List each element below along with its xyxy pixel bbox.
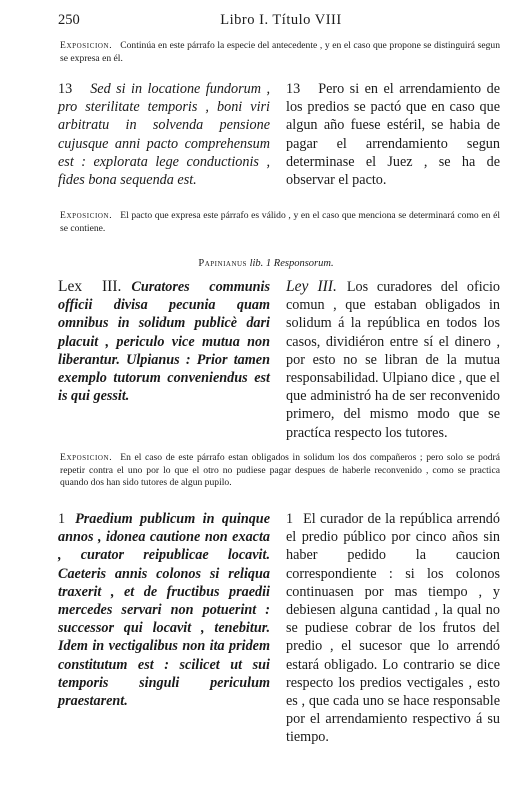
exposition-2 bbox=[60, 210, 500, 235]
exposition-text: En el caso de este párrafo estan obligados in solidum los dos compañeros ; pero solo se podrá repetir contra el uno por lo que el otro no pudiese pagar despues de haberle reconvenido , como se practica quando dos han sido tutores de algun pupilo. bbox=[60, 452, 500, 488]
paragraph-number: 13 bbox=[286, 81, 301, 97]
running-header bbox=[58, 12, 504, 30]
spanish-ley-3 bbox=[286, 278, 500, 442]
spanish-text: Los curadores del oficio comun , que estaban obligados in solidum á la república en todos los casos, dividiéron entre sí el dinero , por esto no se libran de la mutua responsabilidad. Ulpiano dice , que el que administró ha de ser reconvenido primero, del mismo modo que se practíca respecto los tutores. bbox=[286, 279, 500, 441]
exposition-3 bbox=[60, 452, 500, 490]
paragraph-number: 1 bbox=[58, 511, 66, 527]
source-author: Papinianus bbox=[198, 258, 247, 269]
paragraph-number: 1 bbox=[286, 511, 294, 527]
exposition-label: Exposicion. bbox=[60, 452, 113, 463]
ley-heading: Ley III. bbox=[286, 278, 337, 295]
exposition-label: Exposicion. bbox=[60, 40, 113, 51]
source-work: lib. 1 Responsorum. bbox=[249, 258, 334, 269]
spanish-paragraph-13 bbox=[286, 80, 500, 189]
exposition-label: Exposicion. bbox=[60, 210, 113, 221]
page-number: 250 bbox=[58, 12, 80, 28]
spanish-text: El curador de la república arrendó el predio público por cinco años sin haber pedido la caucion correspondiente : si los colonos continuasen por mas tiempo , y debiesen alguna cantidad , la qual no se pudiese cobrar de los frutos del predio , el sucesor que lo arrendó estará obligado. Lo contrario se dice respecto los predios vectigales , esto es , que cada uno se hace responsable por el arrendamiento respectivo á su tiempo. bbox=[286, 511, 500, 746]
lex-heading: Lex III. bbox=[58, 278, 122, 295]
exposition-text: Continúa en este párrafo la especie del antecedente , y en el caso que propone se distinguirá segun se expresa en él. bbox=[60, 40, 500, 64]
spanish-text: Pero si en el arrendamiento de los predios se pactó que en caso que algun año fuese estéril, se habia de pagar el arrendamiento segun determinase el Juez , se ha de observar el pacto. bbox=[286, 81, 500, 189]
running-title: Libro I. Título VIII bbox=[220, 12, 342, 28]
latin-text: Sed si in locatione fundorum , pro sterilitate temporis , boni viri arbitratu in solvenda pensione cujusque anni pacto comprehensum est : explorata lege conductionis , fides bona sequenda est. bbox=[58, 81, 270, 189]
latin-lex-3 bbox=[58, 278, 270, 405]
latin-paragraph-13 bbox=[58, 80, 270, 189]
latin-paragraph-1 bbox=[58, 510, 270, 710]
latin-text: Curatores communis officii divisa pecunia quam omnibus in solidum publicè dari placuit , periculo vice mutua non liberantur. Ulpianus : Prior tamen exemplo tutorum conveniendus est is qui gessit. bbox=[58, 279, 270, 405]
paragraph-number: 13 bbox=[58, 81, 73, 97]
exposition-text: El pacto que expresa este párrafo es válido , y en el caso que menciona se determinará como en él se contiene. bbox=[60, 210, 500, 234]
latin-text: Praedium publicum in quinque annos , idonea cautione non exacta , curator reipublicae locavit. Caeteris annis colonos si reliqua traxerit , et de fructibus praedii mercedes servari non potuerint : successor qui locavit , tenebitur. Idem in vectigalibus non ita pridem constitutum est : scilicet ut sui temporis singuli periculum praestarent. bbox=[58, 511, 270, 710]
source-citation bbox=[0, 258, 532, 269]
exposition-1 bbox=[60, 40, 500, 65]
spanish-paragraph-1 bbox=[286, 510, 500, 747]
